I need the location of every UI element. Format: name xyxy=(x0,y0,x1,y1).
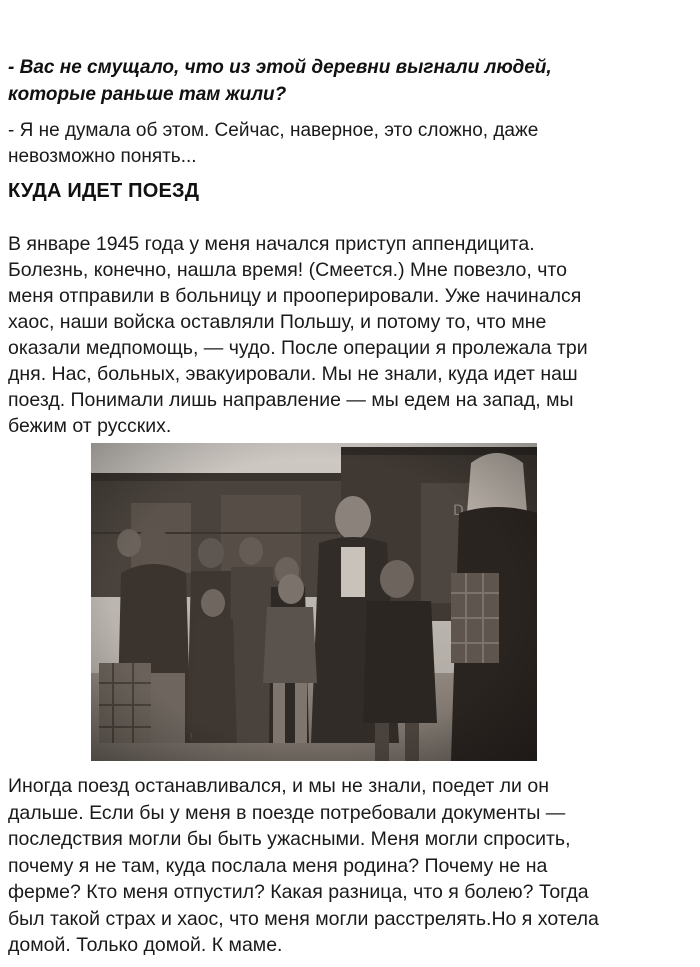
question-line: - Вас не смущало, что из этой деревни выгнали людей, xyxy=(8,57,552,78)
paragraph-line: оказали медпомощь, — чудо. После операции я пролежала три xyxy=(8,337,588,359)
paragraph-line: В январе 1945 года у меня начался приступ аппендицита. xyxy=(8,233,535,255)
answer-line: - Я не думала об этом. Сейчас, наверное, это сложно, даже xyxy=(8,120,539,141)
interview-answer xyxy=(8,118,688,170)
paragraph-line: был такой страх и хаос, что меня могли расстрелять.Но я хотела xyxy=(8,907,599,930)
paragraph-line: дня. Нас, больных, эвакуировали. Мы не знали, куда идет наш xyxy=(8,363,578,385)
paragraph-line: дальше. Если бы у меня в поезде потребовали документы — xyxy=(8,801,566,824)
refugees-train-photo xyxy=(91,443,537,761)
answer-line: невозможно понять... xyxy=(8,146,197,167)
paragraph-line: хаос, наши войска оставляли Польшу, и потому то, что мне xyxy=(8,311,547,333)
paragraph-line: поезд. Понимали лишь направление — мы едем на запад, мы xyxy=(8,389,574,411)
paragraph-line: почему я не там, куда послала меня родина? Почему не на xyxy=(8,854,548,877)
paragraph-line: меня отправили в больницу и прооперировали. Уже начинался xyxy=(8,285,582,307)
paragraph-line: бежим от русских. xyxy=(8,415,172,437)
paragraph-train-stops xyxy=(8,773,698,959)
paragraph-line: последствия могли бы быть ужасными. Меня могли спросить, xyxy=(8,828,571,850)
section-heading: КУДА ИДЕТ ПОЕЗД xyxy=(8,180,200,202)
paragraph-line: Иногда поезд останавливался, и мы не знали, поедет ли он xyxy=(8,775,549,797)
paragraph-line: Болезнь, конечно, нашла время! (Смеется.) Мне повезло, что xyxy=(8,259,567,281)
paragraph-evacuation xyxy=(8,231,688,439)
paragraph-line: ферме? Кто меня отпустил? Какая разница, что я болею? Тогда xyxy=(8,881,589,903)
paragraph-line: домой. Только домой. К маме. xyxy=(8,934,283,956)
interview-question xyxy=(8,54,688,108)
question-line: которые раньше там жили? xyxy=(8,84,287,105)
